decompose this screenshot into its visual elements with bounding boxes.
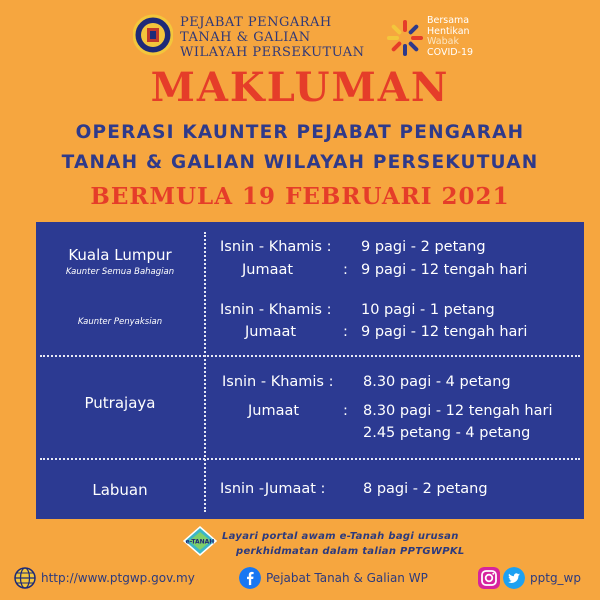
page-title: MAKLUMAN xyxy=(150,64,450,111)
covid-line-4: COVID-19 xyxy=(427,46,474,58)
instagram-icon[interactable] xyxy=(478,567,500,589)
covid-line-1: Bersama xyxy=(427,15,470,26)
facebook-link[interactable] xyxy=(239,567,428,591)
colon: : xyxy=(343,403,348,419)
organisation-name xyxy=(180,15,365,60)
etanah-logo-text: e-TANAH xyxy=(185,538,215,546)
colon: : xyxy=(343,262,348,278)
portal-line-1: Layari portal awam e-Tanah bagi urusan xyxy=(222,531,459,542)
covid-line-2: Hentikan xyxy=(427,25,470,37)
facebook-icon xyxy=(239,567,261,589)
hours-value: 8.30 pagi - 4 petang xyxy=(363,374,511,390)
column-divider xyxy=(204,232,206,512)
location-putrajaya: Putrajaya xyxy=(84,394,156,412)
facebook-page-name: Pejabat Tanah & Galian WP xyxy=(266,571,428,585)
subtitle-line-1: OPERASI KAUNTER PEJABAT PENGARAH xyxy=(75,122,525,143)
colon: : xyxy=(343,324,348,340)
org-line-1: PEJABAT PENGARAH xyxy=(180,15,332,30)
covid-campaign-logo xyxy=(385,16,515,60)
covid-line-3: Wabak xyxy=(427,36,459,47)
social-handle: pptg_wp xyxy=(530,571,581,585)
header xyxy=(0,10,600,66)
day-range-label: Isnin - Khamis : xyxy=(220,302,332,318)
day-range-label: Isnin - Khamis : xyxy=(222,374,334,390)
covid-starburst-icon xyxy=(385,16,425,60)
counter-witnessing: Kaunter Penyaksian xyxy=(77,317,163,327)
globe-icon xyxy=(14,567,36,589)
website-link[interactable] xyxy=(14,567,195,591)
operating-hours-table xyxy=(36,222,584,519)
day-range-label: Jumaat xyxy=(245,324,297,340)
social-links[interactable] xyxy=(478,567,581,591)
day-range-label: Isnin -Jumaat : xyxy=(220,481,326,497)
portal-line-2: perkhidmatan dalam talian PPTGWPKL xyxy=(236,546,465,557)
website-url: http://www.ptgwp.gov.my xyxy=(41,571,195,585)
hours-value: 9 pagi - 12 tengah hari xyxy=(361,324,528,340)
counter-all-departments: Kaunter Semua Bahagian xyxy=(65,267,175,277)
location-labuan: Labuan xyxy=(92,481,148,499)
subtitle-line-2: TANAH & GALIAN WILAYAH PERSEKUTUAN xyxy=(61,152,539,173)
start-date: BERMULA 19 FEBRUARI 2021 xyxy=(90,183,510,210)
hours-value: 8 pagi - 2 petang xyxy=(363,481,488,497)
hours-value: 10 pagi - 1 petang xyxy=(361,302,495,318)
hours-value: 2.45 petang - 4 petang xyxy=(363,425,531,441)
day-range-label: Jumaat xyxy=(248,403,300,419)
location-kuala-lumpur: Kuala Lumpur xyxy=(68,246,172,264)
row-divider xyxy=(40,355,580,357)
etanah-logo-icon xyxy=(183,526,217,556)
hours-value: 8.30 pagi - 12 tengah hari xyxy=(363,403,553,419)
hours-value: 9 pagi - 2 petang xyxy=(361,239,486,255)
covid-campaign-text xyxy=(427,16,473,58)
twitter-icon[interactable] xyxy=(503,567,525,589)
row-divider xyxy=(40,458,580,460)
day-range-label: Isnin - Khamis : xyxy=(220,239,332,255)
org-line-3: WILAYAH PERSEKUTUAN xyxy=(180,45,365,60)
hours-value: 9 pagi - 12 tengah hari xyxy=(361,262,528,278)
crest-logo-icon xyxy=(133,12,173,58)
day-range-label: Jumaat xyxy=(242,262,294,278)
portal-note xyxy=(222,529,465,559)
org-line-2: TANAH & GALIAN xyxy=(180,30,311,45)
